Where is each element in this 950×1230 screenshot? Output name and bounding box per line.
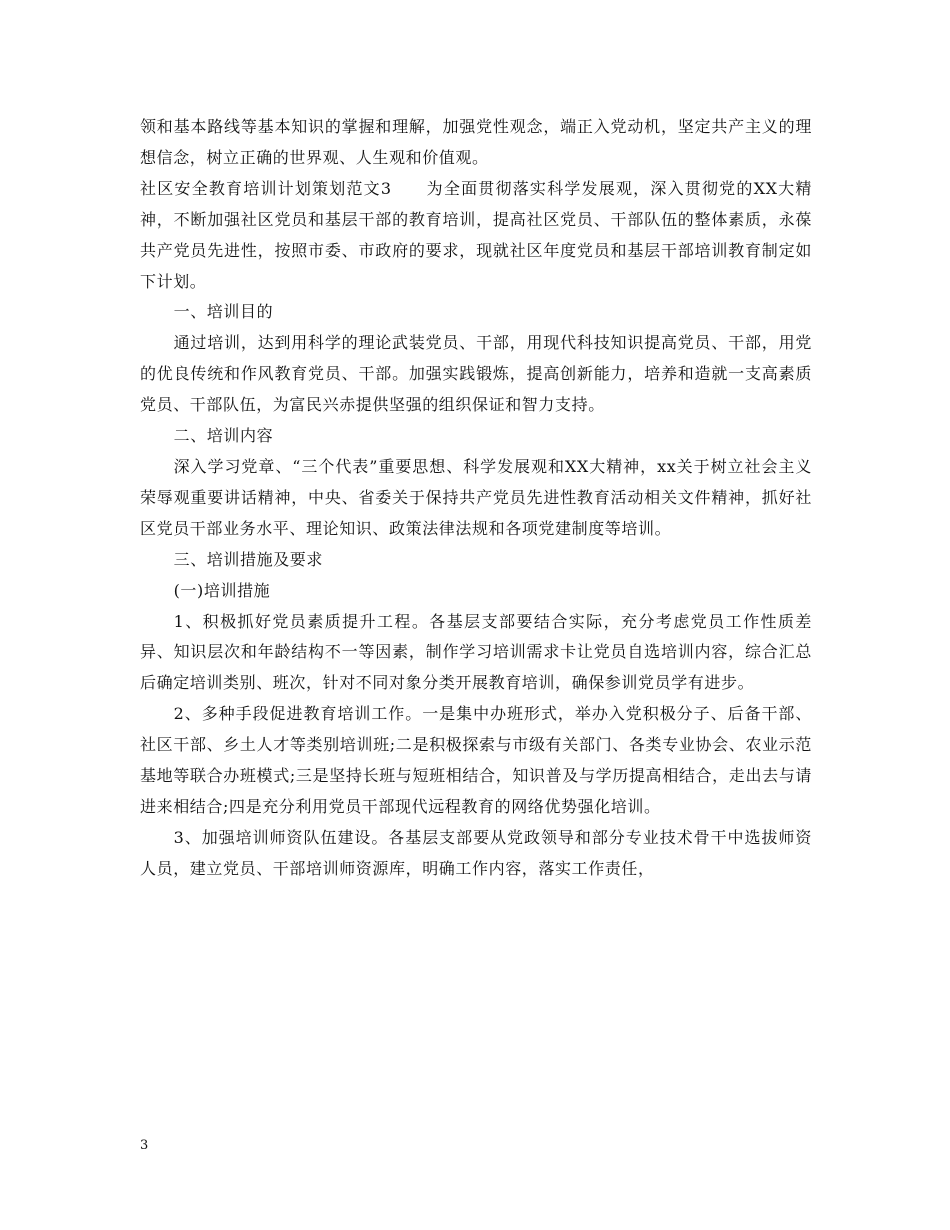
paragraph-measure-2: 2、多种手段促进教育培训工作。一是集中办班形式，举办入党积极分子、后备干部、社区干部、乡土人才等类别培训班;二是积极探索与市级有关部门、各类专业协会、农业示范基地等联合办班模式;三是坚持长班与短班相结合，知识普及与学历提高相结合，走出去与请进来相结合;四是充分利用党员干部现代远程教育的网络优势强化培训。: [140, 704, 812, 816]
paragraph-content: 深入学习党章、“三个代表”重要思想、科学发展观和XX大精神，xx关于树立社会主义荣辱观重要讲话精神，中央、省委关于保持共产党员先进性教育活动相关文件精神，抓好社区党员干部业务水平、理论知识、政策法律法规和各项党建制度等培训。: [140, 456, 812, 538]
section-heading-content: 二、培训内容: [173, 426, 274, 446]
paragraph-measure-3: 3、加强培训师资队伍建设。各基层支部要从党政领导和部分专业技术骨干中选拔师资人员，建立党员、干部培训师资源库，明确工作内容，落实工作责任，: [140, 827, 812, 878]
page-number: 3: [140, 1138, 149, 1153]
subsection-heading-measures: (一)培训措施: [173, 580, 271, 600]
section-heading-objectives: 一、培训目的: [173, 302, 274, 322]
paragraph-objectives: 通过培训，达到用科学的理论武装党员、干部，用现代科技知识提高党员、干部，用党的优良传统和作风教育党员、干部。加强实践锻炼，提高创新能力，培养和造就一支高素质党员、干部队伍，为富民兴赤提供坚强的组织保证和智力支持。: [140, 333, 812, 415]
section-heading-measures: 三、培训措施及要求: [173, 549, 323, 569]
paragraph-measure-1: 1、积极抓好党员素质提升工程。各基层支部要结合实际，充分考虑党员工作性质差异、知识层次和年龄结构不一等因素，制作学习培训需求卡让党员自选培训内容，综合汇总后确定培训类别、班次，针对不同对象分类开展教育培训，确保参训党员学有进步。: [140, 611, 812, 693]
paragraph-intro: 社区安全教育培训计划策划范文3 为全面贯彻落实科学发展观，深入贯彻党的XX大精神，不断加强社区党员和基层干部的教育培训，提高社区党员、干部队伍的整体素质，永葆共产党员先进性，按照市委、市政府的要求，现就社区年度党员和基层干部培训教育制定如下计划。: [140, 178, 812, 291]
document-body: [140, 112, 812, 885]
paragraph-continuation: 领和基本路线等基本知识的掌握和理解，加强党性观念，端正入党动机，坚定共产主义的理想信念，树立正确的世界观、人生观和价值观。: [140, 117, 812, 167]
